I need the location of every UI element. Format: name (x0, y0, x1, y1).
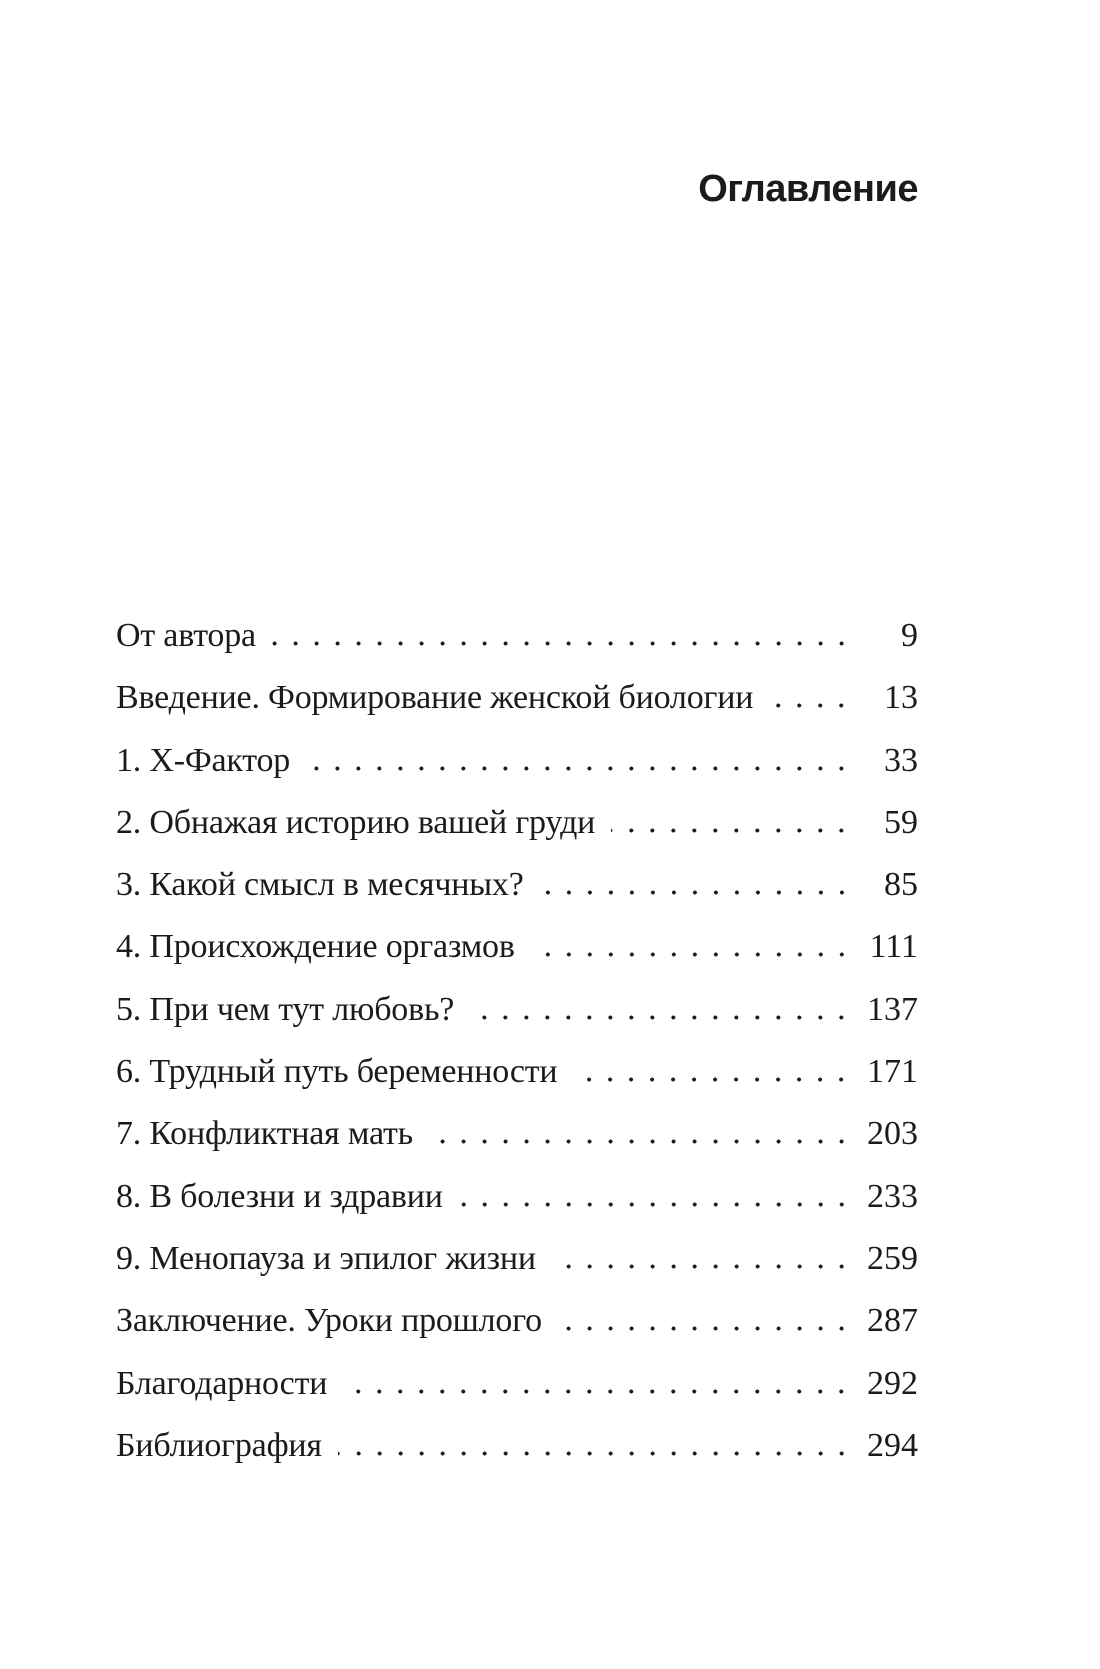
dot-leader (429, 1139, 852, 1144)
dot-leader (343, 1389, 852, 1394)
toc-entry-page: 59 (884, 803, 918, 841)
toc-entry (116, 1041, 918, 1103)
toc-entry-title: Введение. Формирование женской биологии (116, 679, 754, 717)
toc-entry (116, 1290, 918, 1352)
toc-entry-page: 203 (867, 1115, 918, 1153)
dot-leader (552, 1264, 852, 1269)
dot-leader (272, 641, 852, 646)
dot-leader (459, 1202, 852, 1207)
toc-entry-page: 111 (869, 928, 918, 966)
toc-entry (116, 1166, 918, 1228)
toc-entry-page: 294 (867, 1426, 918, 1464)
toc-entry-title: 3. Какой смысл в месячных? (116, 866, 524, 904)
toc-entry (116, 1353, 918, 1415)
page-title: Оглавление (698, 168, 918, 210)
toc-entry-title: 6. Трудный путь беременности (116, 1053, 558, 1091)
toc-entry (116, 979, 918, 1041)
toc-entry-title: 1. Х-Фактор (116, 741, 291, 779)
dot-leader (558, 1326, 852, 1331)
toc-entry-page: 137 (867, 990, 918, 1028)
toc-entry (116, 1415, 918, 1477)
toc-entry-page: 85 (884, 866, 918, 904)
toc-entry-page: 233 (867, 1177, 918, 1215)
dot-leader (306, 766, 852, 771)
toc-entry-title: От автора (116, 617, 256, 654)
dot-leader (531, 952, 852, 957)
toc-entry (116, 1228, 918, 1290)
dot-leader (611, 828, 852, 833)
toc-entry (116, 605, 918, 667)
toc-entry (116, 667, 918, 729)
dot-leader (573, 1077, 852, 1082)
dot-leader (338, 1451, 852, 1456)
toc-entry-title: 7. Конфликтная мать (116, 1115, 413, 1153)
toc-entry (116, 854, 918, 916)
toc-entry-page: 287 (867, 1302, 918, 1340)
toc-entry-title: Библиография (116, 1426, 322, 1464)
toc-entry (116, 792, 918, 854)
toc-entry (116, 916, 918, 978)
dot-leader (470, 1015, 852, 1020)
toc-entry-page: 33 (884, 741, 918, 779)
toc-entry-title: 5. При чем тут любовь? (116, 990, 455, 1028)
toc-entry (116, 1103, 918, 1165)
toc-entry-title: 4. Происхождение оргазмов (116, 928, 515, 966)
toc-entry-title: Заключение. Уроки прошлого (116, 1302, 542, 1340)
toc-entry-page: 259 (867, 1239, 918, 1277)
toc-entry-title: Благодарности (116, 1364, 328, 1402)
toc-entry-title: 8. В болезни и здравии (116, 1177, 443, 1215)
toc-list (116, 605, 918, 1477)
dot-leader (769, 703, 852, 708)
toc-entry (116, 730, 918, 792)
toc-entry-page: 292 (867, 1364, 918, 1402)
toc-entry-title: 9. Менопауза и эпилог жизни (116, 1239, 536, 1277)
toc-entry-title: 2. Обнажая историю вашей груди (116, 803, 596, 841)
toc-entry-page: 9 (901, 617, 918, 654)
dot-leader (540, 890, 852, 895)
toc-entry-page: 171 (867, 1053, 918, 1091)
toc-entry-page: 13 (884, 679, 918, 717)
